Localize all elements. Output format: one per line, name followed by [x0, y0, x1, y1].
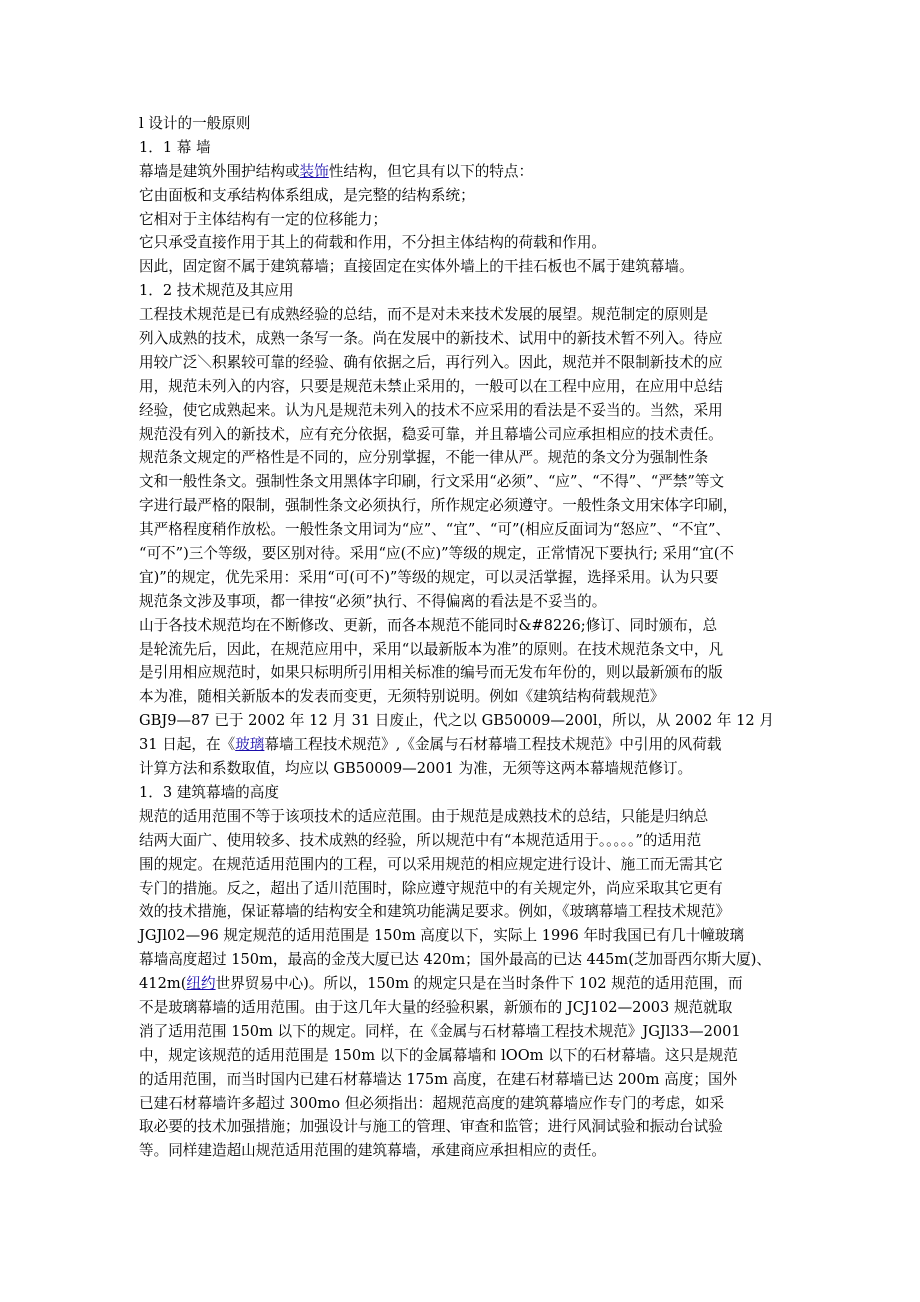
paragraph-line	[139, 900, 783, 924]
text-line: 用，规范未列入的内容，只要是规范未禁止采用的，一般可以在工程中应用，在应用中总结	[139, 377, 723, 395]
text-line: “可不”)三个等级，要区别对待。采用“应(不应)”等级的规定，正常情况下要执行; 采用“宜(不	[139, 545, 735, 563]
paragraph-line	[139, 351, 783, 375]
text-line: 规范条文涉及事项，都一律按“必须”执行、不得偏离的看法是不妥当的。	[139, 592, 607, 610]
paragraph-line	[139, 208, 783, 232]
text-line: 已建石材幕墙许多超过 300mo 但必须指出：超规范高度的建筑幕墙应作专门的考虑，如采	[139, 1094, 725, 1112]
paragraph-line	[139, 1115, 783, 1139]
paragraph-line	[139, 255, 783, 279]
paragraph-line	[139, 948, 783, 972]
paragraph-line	[139, 446, 783, 470]
heading-curtain-wall	[139, 136, 783, 160]
paragraph-line	[139, 423, 783, 447]
paragraph-line	[139, 1068, 783, 1092]
paragraph-line	[139, 231, 783, 255]
paragraph-line	[139, 996, 783, 1020]
paragraph-line	[139, 470, 783, 494]
glass-link[interactable]: 玻璃	[235, 736, 265, 754]
text-line: 因此，固定窗不属于建筑幕墙；直接固定在实体外墙上的干挂石板也不属于建筑幕墙。	[139, 258, 694, 276]
text-line: 1．1 幕 墙	[139, 138, 211, 156]
text-line: 不是玻璃幕墙的适用范围。由于这几年大量的经验积累，新颁布的 JCJ102—2003 规范就取	[139, 998, 733, 1016]
paragraph-line	[139, 924, 783, 948]
text-line: 计算方法和系数取值，均应以 GB50009—2001 为准，无须等这两本幕墙规范修订。	[139, 760, 693, 778]
text-line: 用较广泛＼积累较可靠的经验、确有依据之后，再行列入。因此，规范并不限制新技术的应	[139, 353, 723, 371]
paragraph-line	[139, 399, 783, 423]
paragraph-line	[139, 590, 783, 614]
paragraph-line	[139, 1092, 783, 1116]
text-line: 经验，使它成熟起来。认为凡是规范未列入的技术不应采用的看法是不妥当的。当然，采用	[139, 401, 723, 419]
text-line: 规范的适用范围不等于该项技术的适应范围。由于规范是成熟技术的总结，只能是归纳总	[139, 807, 709, 825]
paragraph-line	[139, 829, 783, 853]
text-line: 是轮流先后，因此，在规范应用中，采用“以最新版本为准”的原则。在技术规范条文中，凡	[139, 640, 724, 658]
paragraph-line	[139, 685, 783, 709]
paragraph-line	[139, 757, 783, 781]
text-line: 字进行最严格的限制，强制性条文必须执行，所作规定必须遵守。一般性条文用宋体字印刷，	[139, 497, 738, 515]
paragraph-line	[139, 375, 783, 399]
text-line: 结两大面广、使用较多、技术成熟的经验，所以规范中有“本规范适用于。。。。。”的适用范	[139, 831, 702, 849]
text-line: 本为准，随相关新版本的发表而变更，无须特别说明。例如《建筑结构荷载规范》	[139, 688, 665, 706]
paragraph-line	[139, 805, 783, 829]
paragraph-line	[139, 709, 783, 733]
paragraph-line	[139, 1044, 783, 1068]
text-segment: 幕墙是建筑外围护结构或	[139, 162, 300, 180]
heading-curtain-wall-height	[139, 781, 783, 805]
paragraph-line	[139, 853, 783, 877]
text-line: 效的技术措施，保证幕墙的结构安全和建筑功能满足要求。例如，《玻璃幕墙工程技术规范》	[139, 903, 731, 921]
text-segment: 412m(	[139, 975, 187, 993]
text-line: 取必要的技术加强措施；加强设计与施工的管理、审查和监管；进行风洞试验和振动台试验	[139, 1118, 723, 1136]
paragraph-line	[139, 542, 783, 566]
paragraph-line	[139, 494, 783, 518]
text-line: 幕墙高度超过 150m，最高的金茂大厦已达 420m；国外最高的已达 445m(芝加哥西尔斯大厦)、	[139, 951, 771, 969]
text-line: JGJl02—96 规定规范的适用范围是 150m 高度以下，实际上 1996 年时我国已有几十幢玻璃	[139, 927, 745, 945]
text-line: 规范条文规定的严格性是不同的，应分别掌握，不能一律从严。规范的条文分为强制性条	[139, 449, 709, 467]
text-line: 宜)”的规定，优先采用：采用“可(可不)”等级的规定，可以灵活掌握，选择采用。认为只要	[139, 568, 719, 586]
text-line: 1．3 建筑幕墙的高度	[139, 783, 279, 801]
paragraph-line	[139, 733, 783, 757]
paragraph-line	[139, 327, 783, 351]
text-line: 中，规定该规范的适用范围是 150m 以下的金属幕墙和 lOOm 以下的石材幕墙。这只是规范	[139, 1046, 738, 1064]
paragraph-line	[139, 972, 783, 996]
paragraph-line	[139, 638, 783, 662]
text-segment: 世界贸易中心)。所以，150m 的规定只是在当时条件下 102 规范的适用范围，而	[215, 975, 743, 993]
text-line: 消了适用范围 150m 以下的规定。同样，在《金属与石材幕墙工程技术规范》JGJl33—2001	[139, 1022, 741, 1040]
paragraph-line	[139, 1139, 783, 1163]
text-line: 是引用相应规范时，如果只标明所引用相关标准的编号而无发布年份的，则以最新颁布的版	[139, 664, 723, 682]
text-line: 山于各技术规范均在不断修改、更新，而各本规范不能同时&#8226;修订、同时颁布，总	[139, 616, 718, 634]
text-line: 等。同样建造超山规范适用范围的建筑幕墙，承建商应承担相应的责任。	[139, 1142, 607, 1160]
paragraph-line	[139, 303, 783, 327]
paragraph-line	[139, 184, 783, 208]
paragraph-line	[139, 1020, 783, 1044]
text-line: 其严格程度稍作放松。一般性条文用词为“应”、“宜”、“可”(相应反面词为“怒应”、“不宜”、	[139, 521, 731, 539]
paragraph-line	[139, 877, 783, 901]
text-line: 1．2 技术规范及其应用	[139, 282, 294, 300]
text-line: 工程技术规范是已有成熟经验的总结，而不是对未来技术发展的展望。规范制定的原则是	[139, 306, 709, 324]
text-line: 的适用范围，而当时国内已建石材幕墙达 175m 高度，在建石材幕墙已达 200m 高度；国外	[139, 1070, 738, 1088]
text-line: 列入成熟的技术，成熟一条写一条。尚在发展中的新技术、试用中的新技术暂不列入。待应	[139, 330, 723, 348]
new-york-link[interactable]: 纽约	[186, 975, 216, 993]
heading-tech-specs	[139, 279, 783, 303]
text-line: 专门的措施。反之，超出了适川范围时，除应遵守规范中的有关规定外，尚应采取其它更有	[139, 879, 723, 897]
text-line: 它由面板和支承结构体系组成，是完整的结构系统；	[139, 186, 475, 204]
paragraph-line	[139, 661, 783, 685]
decoration-link[interactable]: 装饰	[299, 162, 329, 180]
text-line: 规范没有列入的新技术，应有充分依据，稳妥可靠，并且幕墙公司应承担相应的技术责任。	[139, 425, 723, 443]
text-line: 围的规定。在规范适用范围内的工程，可以采用规范的相应规定进行设计、施工而无需其它	[139, 855, 723, 873]
text-line: 它相对于主体结构有一定的位移能力；	[139, 210, 388, 228]
text-line: 文和一般性条文。强制性条文用黑体字印刷，行文采用“必须”、“应”、“不得”、“严禁”等文	[139, 473, 725, 491]
paragraph-line	[139, 566, 783, 590]
text-line: 它只承受直接作用于其上的荷载和作用，不分担主体结构的荷载和作用。	[139, 234, 607, 252]
text-segment: 幕墙工程技术规范》,《金属与石材幕墙工程技术规范》中引用的风荷载	[264, 736, 722, 754]
paragraph-line	[139, 614, 783, 638]
text-line: l 设计的一般原则	[139, 115, 251, 132]
text-line: GBJ9—87 已于 2002 年 12 月 31 日废止，代之以 GB50009—200l，所以，从 2002 年 12 月	[139, 712, 774, 730]
document-page	[139, 112, 783, 1163]
heading-design-principles	[139, 112, 783, 136]
paragraph-line	[139, 160, 783, 184]
text-segment: 性结构，但它具有以下的特点：	[328, 162, 534, 180]
paragraph-line	[139, 518, 783, 542]
text-segment: 31 日起，在《	[139, 736, 236, 754]
